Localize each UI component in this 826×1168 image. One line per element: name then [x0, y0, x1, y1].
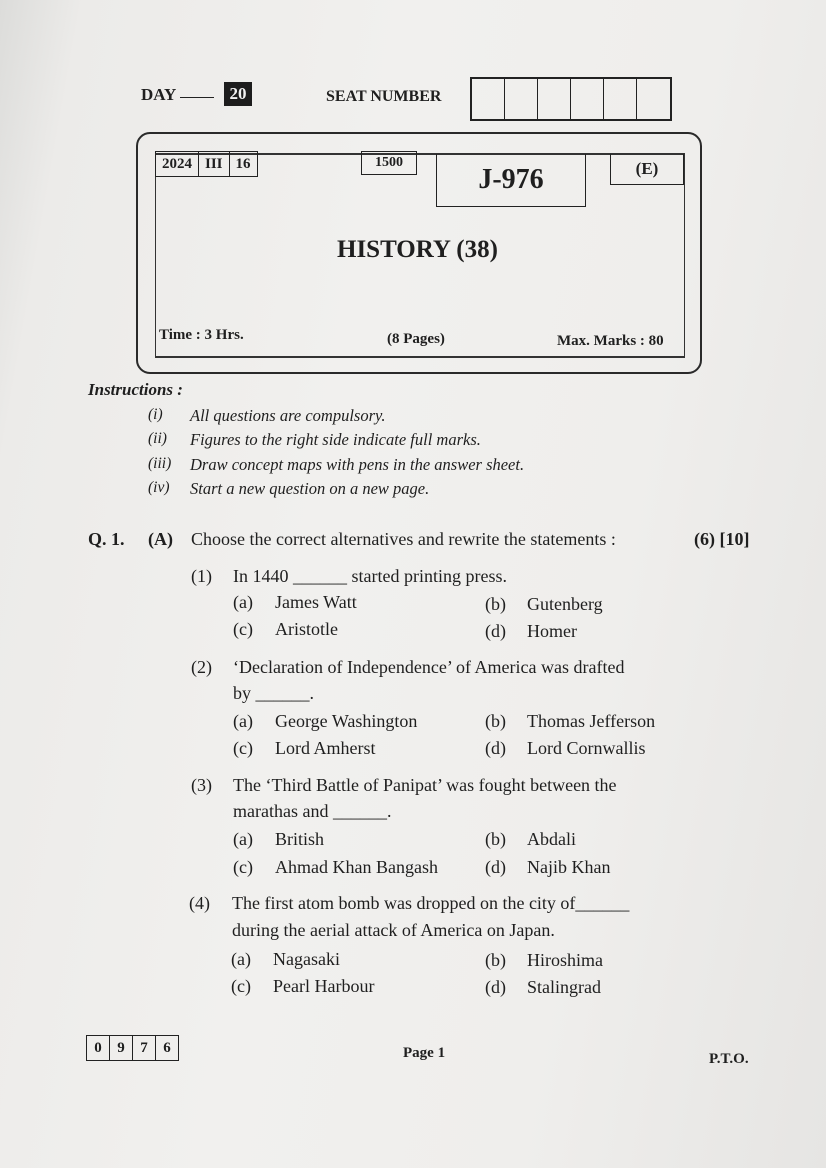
option-label: (c) [233, 619, 253, 639]
option-text: British [275, 829, 325, 849]
question-text: Choose the correct alternatives and rewrite the statements : [191, 529, 616, 549]
instruction-text: Figures to the right side indicate full marks. [190, 430, 481, 449]
instruction-number: (iv) [148, 479, 170, 496]
instruction-number: (i) [148, 406, 163, 423]
option-label: (a) [231, 949, 251, 969]
instruction-text: Draw concept maps with pens in the answer sheet. [190, 455, 525, 474]
instruction-number: (iii) [148, 455, 172, 472]
subject-title: HISTORY (38) [337, 236, 498, 263]
item-text: The ‘Third Battle of Panipat’ was fought between the [233, 775, 617, 795]
code-digit: 9 [110, 1036, 133, 1060]
item-number: (4) [189, 893, 210, 913]
item-number: (1) [191, 566, 212, 586]
seat-digit-box [505, 79, 538, 119]
instruction-text: All questions are compulsory. [190, 406, 386, 425]
exam-code-row [155, 151, 258, 177]
option-label: (d) [485, 857, 506, 877]
seat-number-label: SEAT NUMBER [326, 88, 442, 105]
option-text: Lord Amherst [275, 738, 376, 758]
page-count: (8 Pages) [387, 331, 445, 347]
option-label: (b) [485, 950, 506, 970]
option-label: (c) [233, 738, 253, 758]
seat-digit-box [472, 79, 505, 119]
option-text: Abdali [527, 829, 576, 849]
please-turn-over: P.T.O. [709, 1051, 749, 1067]
exam-year: 2024 [156, 152, 199, 176]
option-label: (b) [485, 711, 506, 731]
code-digit: 6 [163, 1040, 171, 1056]
instructions-title: Instructions : [88, 380, 183, 399]
option-label: (a) [233, 711, 253, 731]
item-text: ‘Declaration of Independence’ of America was drafted [233, 657, 625, 677]
option-label: (a) [233, 829, 253, 849]
medium-box: (E) [610, 154, 684, 185]
item-text: during the aerial attack of America on Japan. [232, 920, 555, 940]
option-text: Stalingrad [527, 977, 601, 997]
option-text: Nagasaki [273, 949, 340, 969]
code-digit: 7 [133, 1036, 156, 1060]
option-label: (b) [485, 829, 506, 849]
option-label: (d) [485, 621, 506, 641]
option-label: (b) [485, 594, 506, 614]
exam-date: 16 [235, 156, 251, 172]
option-text: Najib Khan [527, 857, 611, 877]
option-text: Homer [527, 621, 577, 641]
option-label: (d) [485, 977, 506, 997]
option-text: Pearl Harbour [273, 976, 375, 996]
day-dash [180, 97, 214, 98]
option-text: James Watt [275, 592, 357, 612]
option-label: (c) [233, 857, 253, 877]
seat-number-boxes [470, 77, 672, 121]
option-text: George Washington [275, 711, 418, 731]
option-text: Gutenberg [527, 594, 603, 614]
option-label: (c) [231, 976, 251, 996]
time-allowed: Time : 3 Hrs. [159, 327, 244, 343]
item-text: marathas and ______. [233, 801, 392, 821]
seat-digit-box [571, 79, 604, 119]
option-text: Hiroshima [527, 950, 603, 970]
code-digit: 0 [87, 1036, 110, 1060]
option-text: Aristotle [275, 619, 338, 639]
seat-digit-box [637, 79, 670, 119]
question-part: (A) [148, 529, 173, 549]
seat-digit-box [604, 79, 637, 119]
day-number-badge: 20 [224, 82, 252, 106]
question-label: Q. 1. [88, 529, 125, 549]
exam-session: III [199, 152, 230, 176]
item-number: (3) [191, 775, 212, 795]
item-number: (2) [191, 657, 212, 677]
paper-code-digits [86, 1035, 179, 1061]
option-text: Thomas Jefferson [527, 711, 656, 731]
page-number: Page 1 [403, 1045, 446, 1061]
code-number-box: 1500 [361, 151, 417, 175]
day-label: DAY [141, 85, 177, 104]
instruction-text: Start a new question on a new page. [190, 479, 430, 498]
question-marks: (6) [10] [694, 529, 750, 549]
max-marks: Max. Marks : 80 [557, 333, 664, 349]
option-label: (d) [485, 738, 506, 758]
panel-bottom-rule [155, 356, 685, 358]
option-label: (a) [233, 592, 253, 612]
item-text: by ______. [233, 683, 314, 703]
instruction-number: (ii) [148, 430, 167, 447]
paper-code: J-976 [436, 154, 586, 207]
option-text: Lord Cornwallis [527, 738, 646, 758]
option-text: Ahmad Khan Bangash [275, 857, 438, 877]
item-text: The first atom bomb was dropped on the city of______ [232, 893, 630, 913]
seat-digit-box [538, 79, 571, 119]
item-text: In 1440 ______ started printing press. [233, 566, 507, 586]
